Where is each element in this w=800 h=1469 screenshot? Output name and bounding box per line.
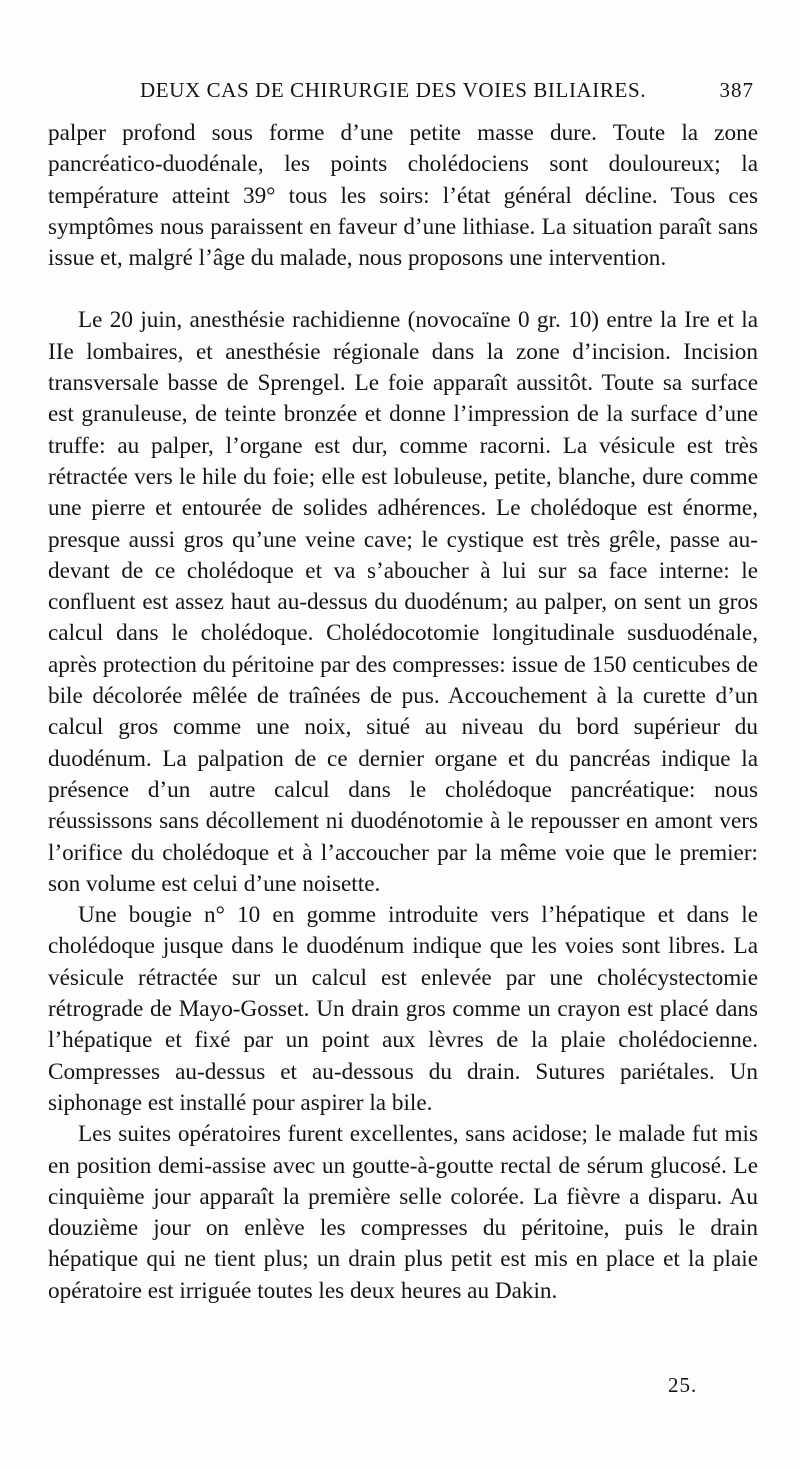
paragraph-postoperative: Les suites opératoires furent excellentes, sans acidose; le malade fut mis en position demi-assise avec un goutte-à-goutte rectal de sérum glucosé. Le cinquième jour apparaît la première selle colorée. La fièvre a disparu. Au douzième jour on enlève les compresses du péritoine, puis le drain hépatique qui ne tient plus; un drain plus petit est mis en place et la plaie opératoire est irriguée toutes les deux heures au Dakin. [48, 1121, 758, 1304]
running-header [48, 78, 760, 108]
paragraph-drainage: Une bougie n° 10 en gomme introduite vers l’hépatique et dans le cholédoque jusque dans le duodénum indique que les voies sont libres. La vésicule rétractée sur un calcul est enlevée par une cholécystectomie rétrograde de Mayo-Gosset. Un drain gros comme un crayon est placé dans l’hépatique et fixé par un point aux lèvres de la plaie cholédocienne. Compresses au-dessus et au-dessous du drain. Sutures pariétales. Un siphonage est installé pour aspirer la bile. [48, 902, 758, 1116]
paragraph-continued: palper profond sous forme d’une petite masse dure. Toute la zone pancréatico-duodénale, les points cholédociens sont douloureux; la température atteint 39° tous les soirs: l’état général décline. Tous ces symptômes nous paraissent en faveur d’une lithiase. La situation paraît sans issue et, malgré l’âge du malade, nous proposons une intervention. [48, 120, 758, 272]
paragraph-operation: Le 20 juin, anesthésie rachidienne (novocaïne 0 gr. 10) entre la Ire et la IIe lombaires, et anesthésie régionale dans la zone d’incision. Incision transversale basse de Sprengel. Le foie apparaît aussitôt. Toute sa surface est granuleuse, de teinte bronzée et donne l’impression de la surface d’une truffe: au palper, l’organe est dur, comme racorni. La vésicule est très rétractée vers le hile du foie; elle est lobuleuse, petite, blanche, dure comme une pierre et entourée de solides adhérences. Le cholédoque est énorme, presque aussi gros qu’une veine cave; le cystique est très grêle, passe au-devant de ce cholédoque et va s’aboucher à lui sur sa face interne: le confluent est assez haut au-dessus du duodénum; au palper, on sent un gros calcul dans le cholédoque. Cholédocotomie longitudinale susduodénale, après protection du péritoine par des compresses: issue de 150 centicubes de bile décolorée mêlée de traînées de pus. Accouchement à la curette d’un calcul gros comme une noix, situé au niveau du bord supérieur du duodénum. La palpation de ce dernier organe et du pancréas indique la présence d’un autre calcul dans le cholédoque pancréatique: nous réussissons sans décollement ni duodénotomie à le repousser en amont vers l’orifice du cholédoque et à l’accoucher par la même voie que le premier: son volume est celui d’une noisette. [48, 307, 758, 897]
body-text [48, 118, 758, 1307]
running-title: DEUX CAS DE CHIRURGIE DES VOIES BILIAIRES. [140, 78, 647, 102]
page-number: 387 [719, 78, 754, 102]
signature-mark: 25. [668, 1373, 698, 1397]
